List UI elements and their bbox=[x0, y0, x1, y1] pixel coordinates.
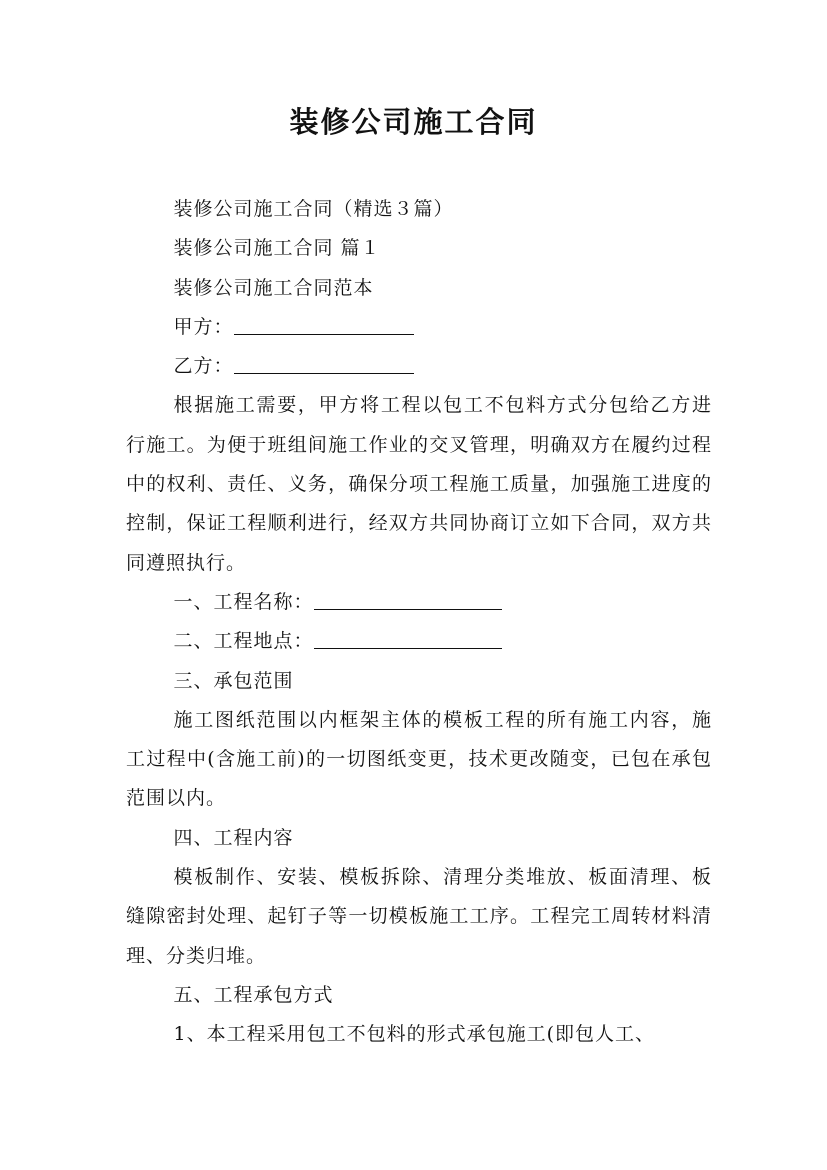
project-name-line bbox=[126, 583, 712, 622]
document-body bbox=[126, 190, 712, 1055]
contract-method-item-1: 1、本工程采用包工不包料的形式承包施工(即包人工、 bbox=[173, 1023, 656, 1046]
project-location-line bbox=[126, 622, 712, 661]
document-title: 装修公司施工合同 bbox=[289, 105, 538, 139]
template-name: 装修公司施工合同范本 bbox=[173, 276, 374, 299]
section-heading: 装修公司施工合同 篇１ bbox=[173, 237, 381, 260]
content-heading: 四、工程内容 bbox=[173, 826, 294, 849]
party-a-blank bbox=[234, 314, 414, 335]
project-name-label: 一、工程名称： bbox=[173, 590, 314, 613]
intro-paragraph: 根据施工需要，甲方将工程以包工不包料方式分包给乙方进行施工。为便于班组间施工作业的交叉管理，明确双方在履约过程中的权利、责任、义务，确保分项工程施工质量，加强施工进度的控制，保证工程顺利进行，经双方共同协商订立如下合同，双方共同遵照执行。 bbox=[126, 394, 712, 574]
party-b-blank bbox=[234, 353, 414, 374]
content-paragraph: 模板制作、安装、模板拆除、清理分类堆放、板面清理、板缝隙密封处理、起钉子等一切模板施工工序。工程完工周转材料清理、分类归堆。 bbox=[126, 866, 712, 967]
document-subtitle: 装修公司施工合同（精选３篇） bbox=[173, 198, 454, 220]
party-a-line bbox=[126, 308, 712, 347]
project-location-blank bbox=[314, 628, 502, 649]
project-name-blank bbox=[314, 589, 502, 610]
party-a-label: 甲方： bbox=[173, 315, 234, 338]
project-location-label: 二、工程地点： bbox=[173, 630, 314, 653]
scope-paragraph: 施工图纸范围以内框架主体的模板工程的所有施工内容，施工过程中(含施工前)的一切图纸变更，技术更改随变，已包在承包范围以内。 bbox=[126, 708, 712, 810]
scope-heading: 三、承包范围 bbox=[173, 669, 294, 692]
party-b-label: 乙方： bbox=[173, 355, 234, 378]
contract-method-heading: 五、工程承包方式 bbox=[173, 983, 334, 1006]
party-b-line bbox=[126, 347, 712, 386]
